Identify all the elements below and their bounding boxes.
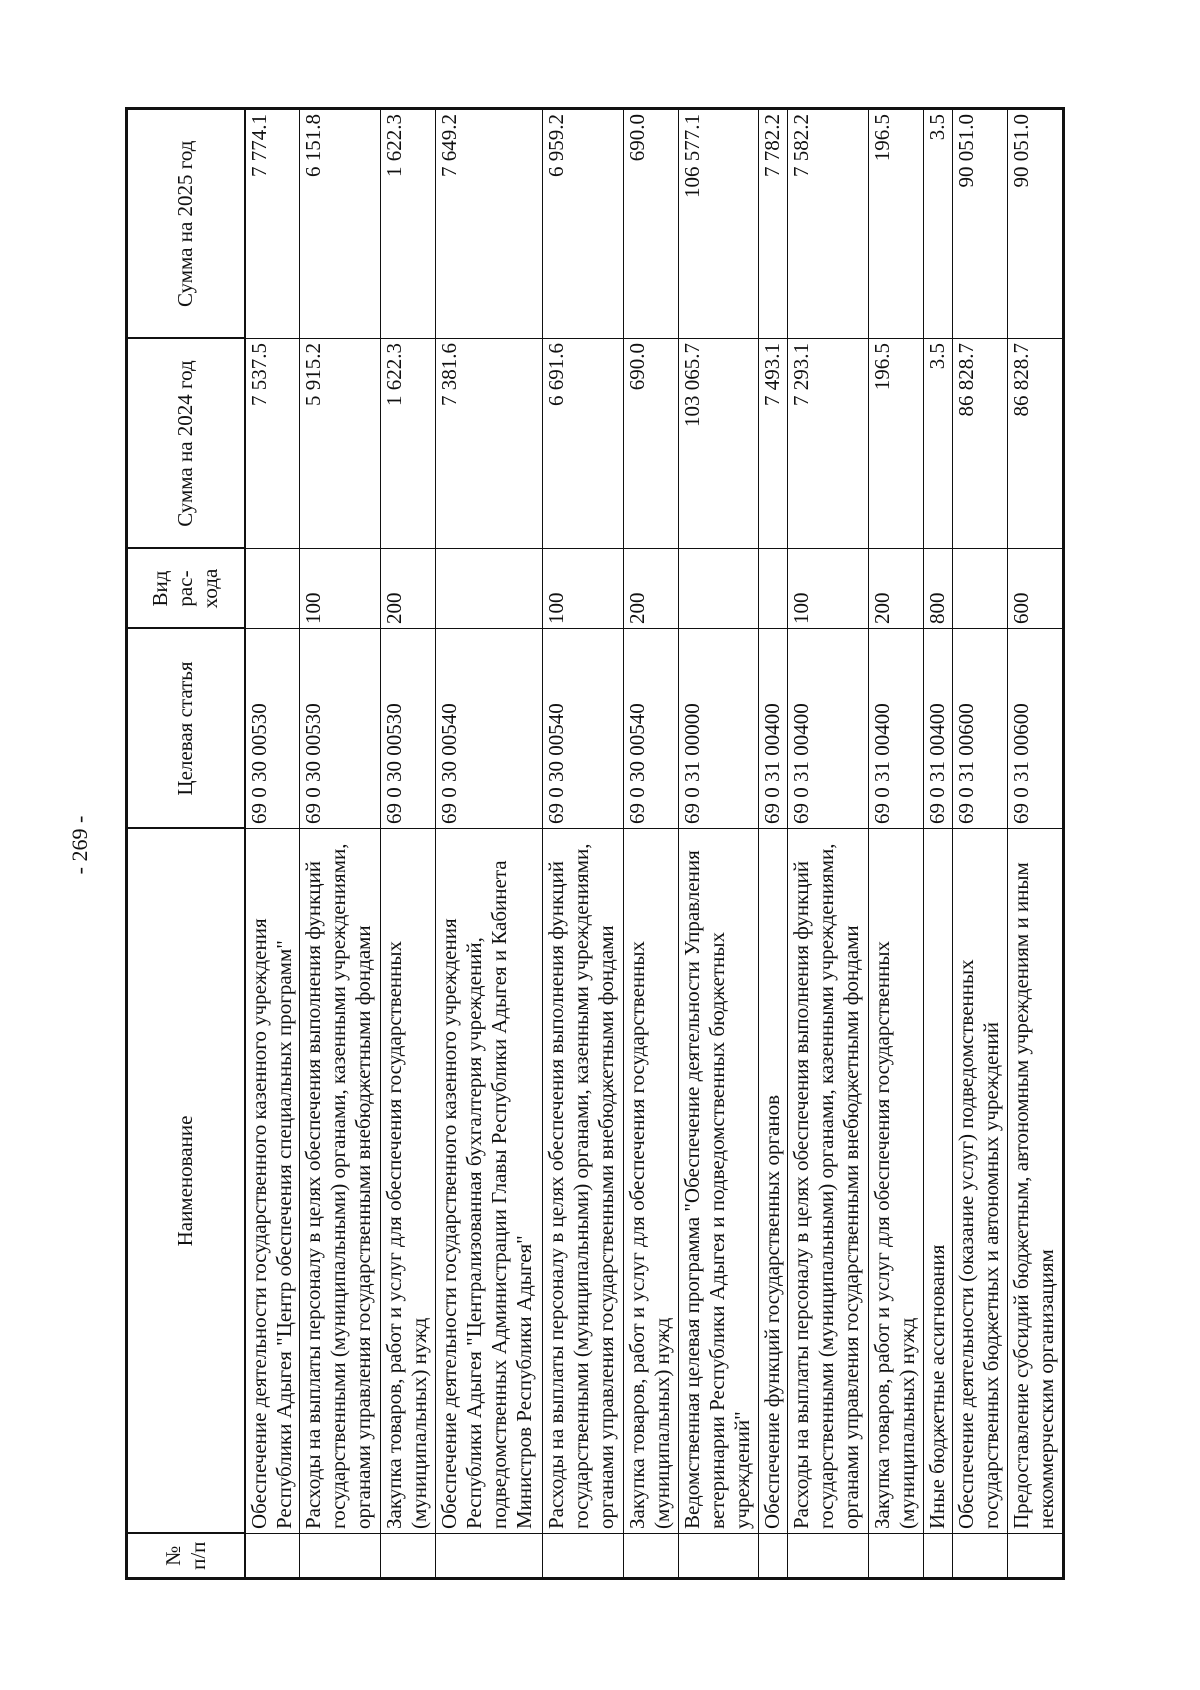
- row-no-cell: [953, 1534, 1008, 1579]
- row-expense-type-cell: [245, 549, 300, 629]
- row-sum-2024-cell: 5 915.2: [300, 339, 381, 549]
- row-no-cell: [759, 1534, 788, 1579]
- table-row: [245, 109, 300, 1579]
- table-row: [436, 109, 543, 1579]
- table-row: [542, 109, 623, 1579]
- table-row: [924, 109, 953, 1579]
- row-sum-2024-cell: 7 381.6: [436, 339, 543, 549]
- row-expense-type-cell: [953, 549, 1008, 629]
- table-row: [759, 109, 788, 1579]
- row-target-article-cell: 69 0 30 00530: [300, 629, 381, 829]
- row-name-cell: Расходы на выплаты персоналу в целях обеспечения выполнения функций государственными (муниципальными) органами, казенными учреждениями, органами управления государственными внебюджетными фондами: [542, 829, 623, 1534]
- table-row: [1007, 109, 1063, 1579]
- page-number: - 269 -: [67, 815, 92, 875]
- row-name-cell: Обеспечение деятельности государственного казенного учреждения Республики Адыгея "Центр обеспечения специальных программ": [245, 829, 300, 1534]
- row-target-article-cell: 69 0 31 00400: [924, 629, 953, 829]
- row-expense-type-cell: 200: [869, 549, 924, 629]
- row-no-cell: [436, 1534, 543, 1579]
- row-sum-2024-cell: 3.5: [924, 339, 953, 549]
- row-sum-2025-cell: 6 959.2: [542, 109, 623, 339]
- row-expense-type-cell: 100: [300, 549, 381, 629]
- row-no-cell: [300, 1534, 381, 1579]
- rotated-table-container: [125, 110, 1065, 1580]
- table-row: [623, 109, 678, 1579]
- row-no-cell: [678, 1534, 759, 1579]
- row-target-article-cell: 69 0 31 00600: [953, 629, 1008, 829]
- row-sum-2024-cell: 6 691.6: [542, 339, 623, 549]
- row-no-cell: [381, 1534, 436, 1579]
- row-name-cell: Закупка товаров, работ и услуг для обеспечения государственных (муниципальных) нужд: [381, 829, 436, 1534]
- row-expense-type-cell: 200: [381, 549, 436, 629]
- row-name-cell: Расходы на выплаты персоналу в целях обеспечения выполнения функций государственными (муниципальными) органами, казенными учреждениями, органами управления государственными внебюджетными фондами: [300, 829, 381, 1534]
- row-sum-2024-cell: 7 293.1: [788, 339, 869, 549]
- table-body: [245, 109, 1064, 1579]
- row-target-article-cell: 69 0 30 00530: [381, 629, 436, 829]
- row-name-cell: Иные бюджетные ассигнования: [924, 829, 953, 1534]
- row-sum-2024-cell: 7 493.1: [759, 339, 788, 549]
- row-expense-type-cell: 100: [542, 549, 623, 629]
- row-name-cell: Обеспечение деятельности государственного казенного учреждения Республики Адыгея "Централизованная бухгалтерия учреждений, подведомственных Администрации Главы Республики Адыгея и Кабинета Министров Республики Адыгея": [436, 829, 543, 1534]
- row-sum-2024-cell: 86 828.7: [1007, 339, 1063, 549]
- row-sum-2025-cell: 90 051.0: [1007, 109, 1063, 339]
- row-sum-2024-cell: 7 537.5: [245, 339, 300, 549]
- header-expense-type: Вид рас-хода: [127, 549, 245, 629]
- row-no-cell: [1007, 1534, 1063, 1579]
- row-name-cell: Закупка товаров, работ и услуг для обеспечения государственных (муниципальных) нужд: [623, 829, 678, 1534]
- row-expense-type-cell: 800: [924, 549, 953, 629]
- budget-table: [125, 107, 1065, 1580]
- header-sum-2025: Сумма на 2025 год: [127, 109, 245, 339]
- table-row: [381, 109, 436, 1579]
- table-row: [953, 109, 1008, 1579]
- row-target-article-cell: 69 0 31 00600: [1007, 629, 1063, 829]
- row-target-article-cell: 69 0 30 00540: [623, 629, 678, 829]
- header-name: Наименование: [127, 829, 245, 1534]
- table-row: [678, 109, 759, 1579]
- row-sum-2025-cell: 7 782.2: [759, 109, 788, 339]
- row-name-cell: Закупка товаров, работ и услуг для обеспечения государственных (муниципальных) нужд: [869, 829, 924, 1534]
- row-name-cell: Обеспечение деятельности (оказание услуг) подведомственных государственных бюджетных и автономных учреждений: [953, 829, 1008, 1534]
- header-no: № п/п: [127, 1534, 245, 1579]
- row-sum-2024-cell: 103 065.7: [678, 339, 759, 549]
- row-name-cell: Предоставление субсидий бюджетным, автономным учреждениям и иным некоммерческим организациям: [1007, 829, 1063, 1534]
- row-name-cell: Расходы на выплаты персоналу в целях обеспечения выполнения функций государственными (муниципальными) органами, казенными учреждениями, органами управления государственными внебюджетными фондами: [788, 829, 869, 1534]
- row-target-article-cell: 69 0 31 00400: [788, 629, 869, 829]
- row-name-cell: Обеспечение функций государственных органов: [759, 829, 788, 1534]
- row-expense-type-cell: 200: [623, 549, 678, 629]
- row-expense-type-cell: 100: [788, 549, 869, 629]
- row-sum-2025-cell: 690.0: [623, 109, 678, 339]
- row-sum-2024-cell: 690.0: [623, 339, 678, 549]
- table-header-row: [127, 109, 245, 1579]
- row-target-article-cell: 69 0 30 00540: [436, 629, 543, 829]
- row-no-cell: [623, 1534, 678, 1579]
- row-no-cell: [869, 1534, 924, 1579]
- row-no-cell: [924, 1534, 953, 1579]
- row-expense-type-cell: [436, 549, 543, 629]
- row-sum-2025-cell: 1 622.3: [381, 109, 436, 339]
- row-expense-type-cell: 600: [1007, 549, 1063, 629]
- row-sum-2025-cell: 90 051.0: [953, 109, 1008, 339]
- row-sum-2025-cell: 196.5: [869, 109, 924, 339]
- row-sum-2024-cell: 1 622.3: [381, 339, 436, 549]
- row-sum-2025-cell: 7 582.2: [788, 109, 869, 339]
- row-target-article-cell: 69 0 31 00400: [759, 629, 788, 829]
- table-row: [788, 109, 869, 1579]
- row-target-article-cell: 69 0 31 00400: [869, 629, 924, 829]
- row-target-article-cell: 69 0 30 00540: [542, 629, 623, 829]
- row-sum-2025-cell: 3.5: [924, 109, 953, 339]
- row-target-article-cell: 69 0 31 00000: [678, 629, 759, 829]
- header-target-article: Целевая статья: [127, 629, 245, 829]
- row-sum-2025-cell: 7 649.2: [436, 109, 543, 339]
- row-sum-2025-cell: 106 577.1: [678, 109, 759, 339]
- row-target-article-cell: 69 0 30 00530: [245, 629, 300, 829]
- table-row: [869, 109, 924, 1579]
- row-expense-type-cell: [678, 549, 759, 629]
- row-sum-2024-cell: 86 828.7: [953, 339, 1008, 549]
- row-expense-type-cell: [759, 549, 788, 629]
- row-no-cell: [542, 1534, 623, 1579]
- header-sum-2024: Сумма на 2024 год: [127, 339, 245, 549]
- row-no-cell: [788, 1534, 869, 1579]
- table-row: [300, 109, 381, 1579]
- row-no-cell: [245, 1534, 300, 1579]
- row-name-cell: Ведомственная целевая программа "Обеспечение деятельности Управления ветеринарии Республики Адыгея и подведомственных бюджетных учреждений": [678, 829, 759, 1534]
- row-sum-2024-cell: 196.5: [869, 339, 924, 549]
- row-sum-2025-cell: 7 774.1: [245, 109, 300, 339]
- row-sum-2025-cell: 6 151.8: [300, 109, 381, 339]
